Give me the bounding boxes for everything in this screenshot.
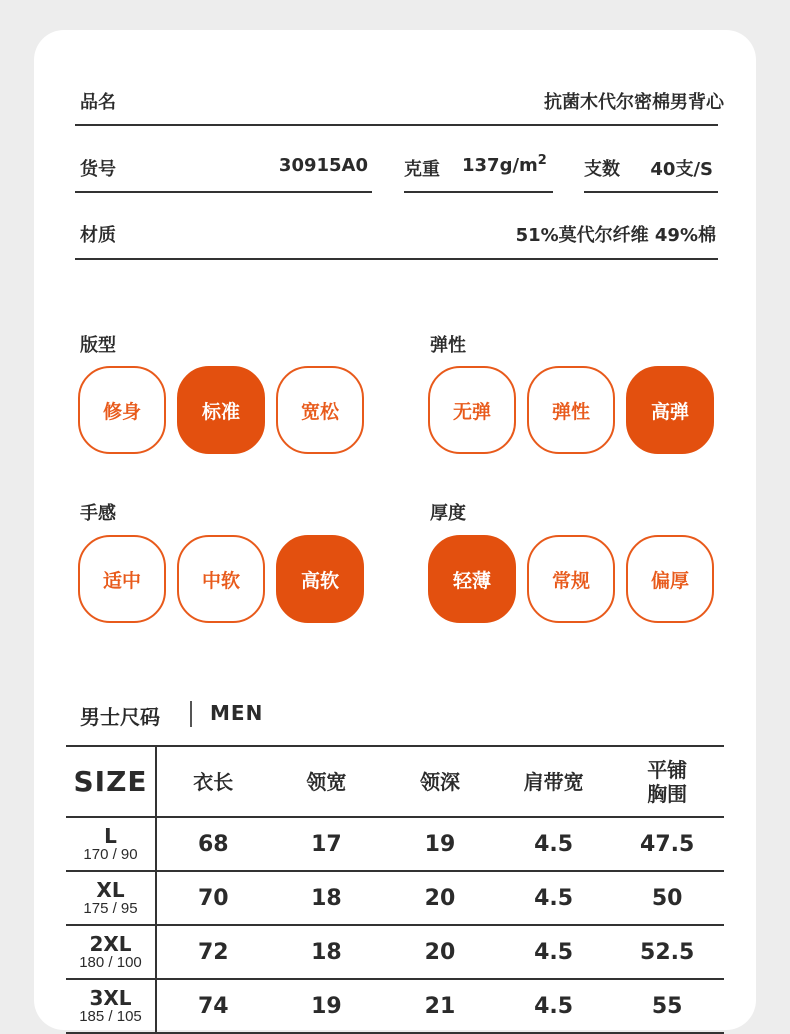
table-row [66, 871, 724, 925]
column-header-strap-width: 肩带宽 [523, 769, 584, 794]
table-cell: 70 [197, 885, 229, 911]
table-cell: 19 [311, 993, 342, 1019]
table-row [66, 979, 724, 1033]
elasticity-option-medium: 弹性 [527, 366, 615, 454]
item-number-value: 30915A0 [278, 155, 368, 176]
table-cell: 4.5 [534, 939, 574, 965]
yarn-count-label: 支数 [584, 159, 620, 180]
table-cell: 17 [311, 831, 342, 857]
thickness-title: 厚度 [430, 503, 466, 524]
fit-option-slim: 修身 [78, 366, 166, 454]
table-cell: 72 [197, 939, 229, 965]
hand-feel-title: 手感 [80, 503, 116, 524]
table-row [66, 925, 724, 979]
size-cell: XL 175 / 95 [66, 871, 156, 925]
table-cell: 50 [651, 885, 683, 911]
thickness-option-thin: 轻薄 [428, 535, 516, 623]
table-cell: 4.5 [534, 831, 574, 857]
hand-feel-option-moderate: 适中 [78, 535, 166, 623]
divider-line [75, 124, 718, 126]
divider-line [404, 191, 553, 193]
divider-line [584, 191, 718, 193]
table-cell: 18 [311, 939, 342, 965]
table-row [66, 817, 724, 871]
table-cell: 4.5 [534, 993, 574, 1019]
divider-line [75, 191, 372, 193]
elasticity-option-high: 高弹 [626, 366, 714, 454]
elasticity-title: 弹性 [430, 335, 466, 356]
table-cell: 21 [424, 993, 456, 1019]
yarn-count-value: 40支/S [650, 159, 713, 180]
size-cell: 3XL 185 / 105 [66, 979, 156, 1033]
elasticity-option-none: 无弹 [428, 366, 516, 454]
thickness-option-thick: 偏厚 [626, 535, 714, 623]
size-table [66, 745, 724, 1034]
table-cell: 18 [311, 885, 342, 911]
fit-option-loose: 宽松 [276, 366, 364, 454]
table-cell: 4.5 [534, 885, 574, 911]
size-section-title: 男士尺码 [80, 705, 160, 729]
table-cell: 68 [197, 831, 229, 857]
column-header-length: 衣长 [193, 769, 234, 794]
column-header-size: SIZE [66, 746, 156, 817]
column-header-chest: 平铺 胸围 [647, 757, 688, 806]
heading-divider [190, 701, 192, 727]
fit-title: 版型 [80, 335, 116, 356]
table-cell: 52.5 [640, 939, 695, 965]
weight-value: $137g/m^2$ [462, 153, 547, 176]
fit-option-standard: 标准 [177, 366, 265, 454]
hand-feel-option-medium-soft: 中软 [177, 535, 265, 623]
size-cell: L 170 / 90 [66, 817, 156, 871]
table-cell: 55 [651, 993, 683, 1019]
table-cell: 19 [424, 831, 456, 857]
table-cell: 20 [424, 939, 456, 965]
table-cell: 74 [197, 993, 229, 1019]
name-label: 品名 [80, 92, 116, 113]
table-cell: 47.5 [640, 831, 695, 857]
thickness-option-regular: 常规 [527, 535, 615, 623]
name-value: 抗菌木代尔密棉男背心 [544, 92, 724, 113]
material-label: 材质 [80, 225, 116, 246]
column-header-neck-width: 领宽 [306, 769, 347, 794]
table-cell: 20 [424, 885, 456, 911]
weight-label: 克重 [404, 159, 440, 180]
divider-line [75, 258, 718, 260]
column-header-neck-depth: 领深 [419, 769, 460, 794]
table-header-row [66, 746, 724, 817]
material-value: 51%莫代尔纤维 49%棉 [515, 225, 716, 246]
item-number-label: 货号 [80, 159, 116, 180]
size-section-subtitle: MEN [210, 701, 264, 725]
hand-feel-option-high-soft: 高软 [276, 535, 364, 623]
size-cell: 2XL 180 / 100 [66, 925, 156, 979]
